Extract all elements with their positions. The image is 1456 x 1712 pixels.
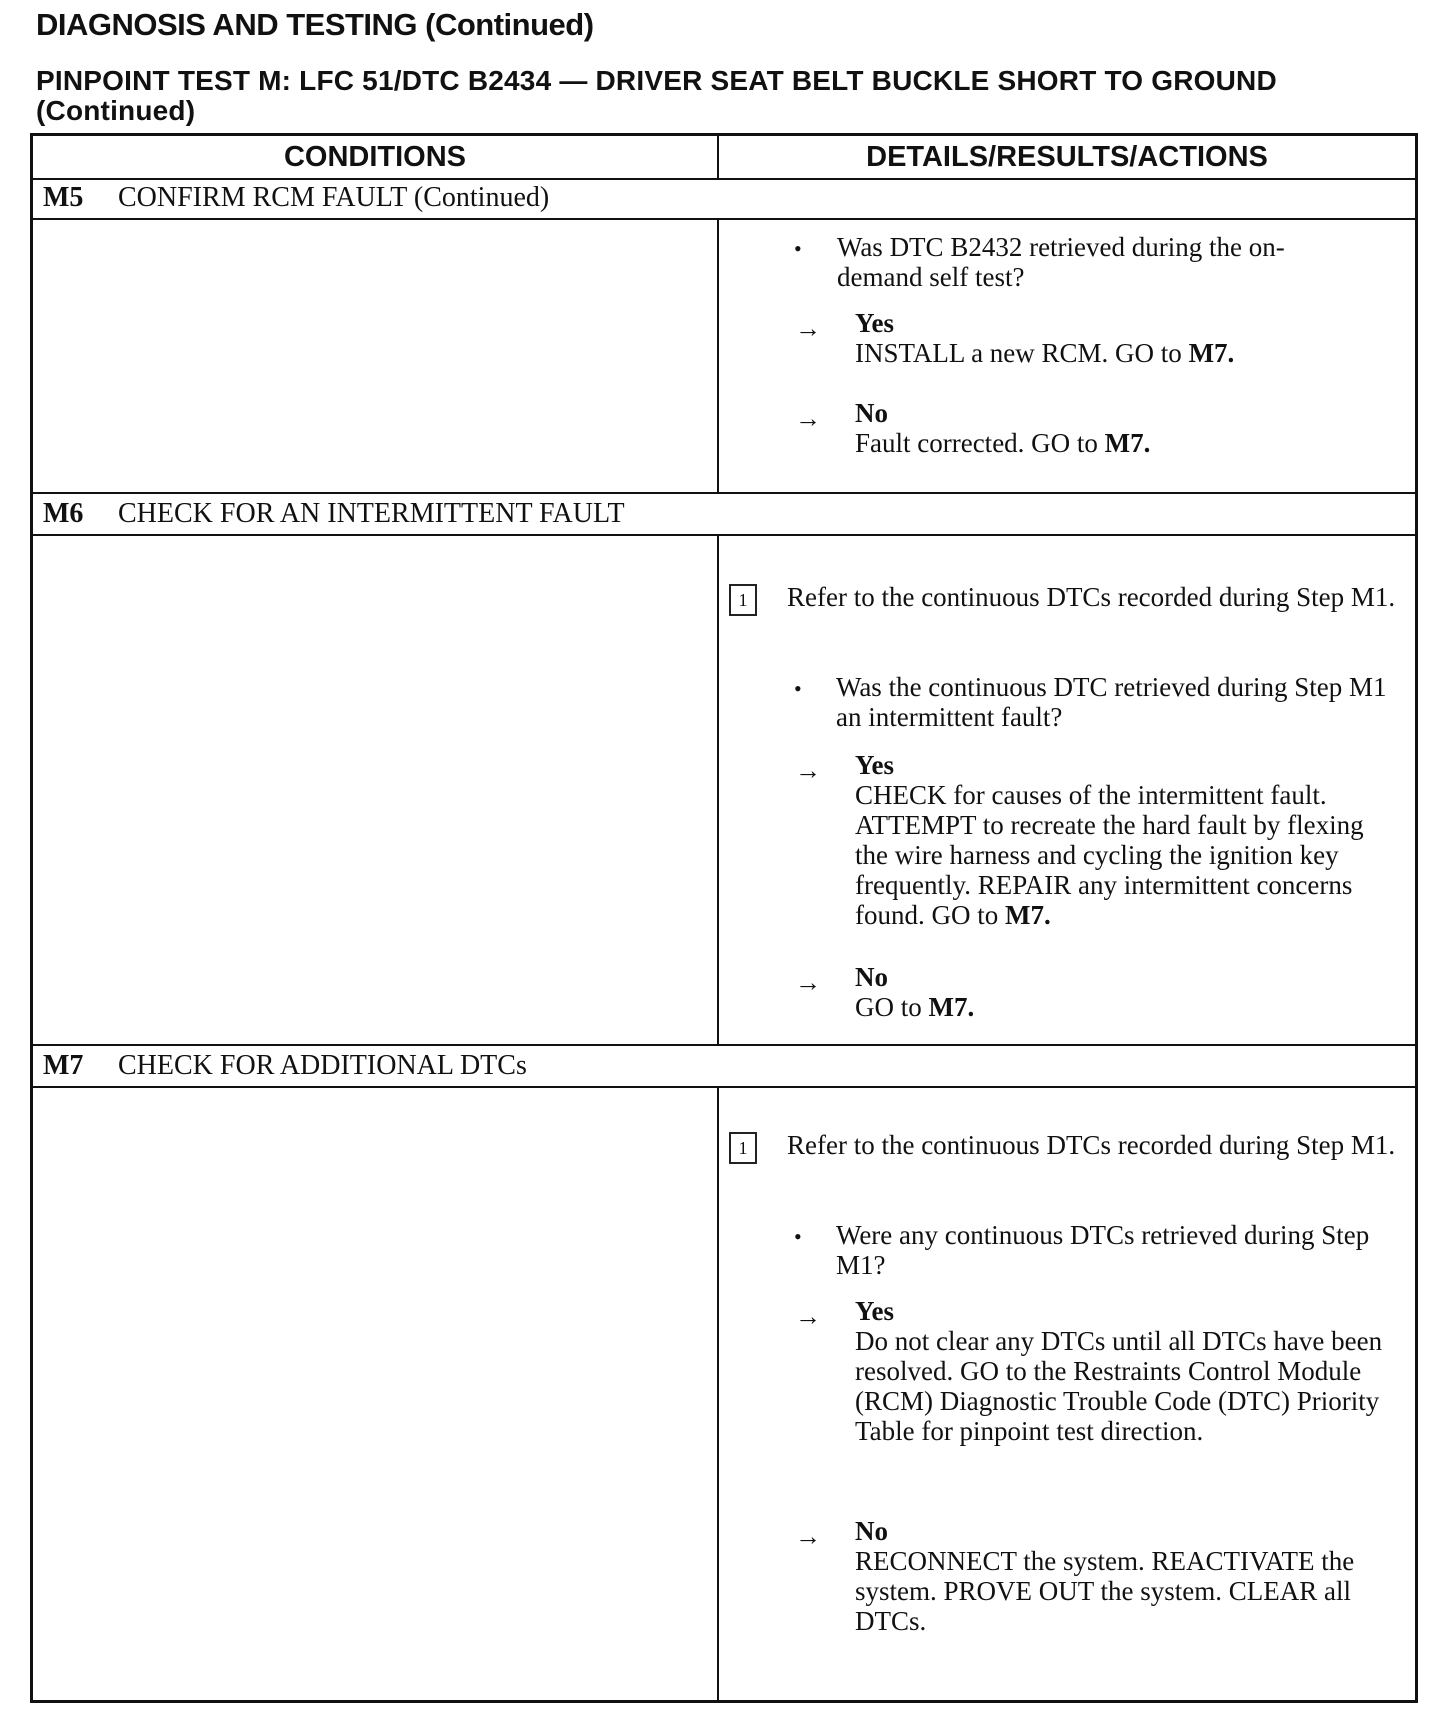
yes-text: Do not clear any DTCs until all DTCs have been resolved. GO to the Restraints Control Module (RCM) Diagnostic Trouble Code (DTC) Priority Table for pinpoint test direction. <box>855 1326 1383 1446</box>
m6-yes-option <box>855 750 1395 930</box>
m6-no-option <box>855 962 1395 1022</box>
step-title: CONFIRM RCM FAULT (Continued) <box>118 182 550 213</box>
step-number-box: 1 <box>729 1132 757 1164</box>
column-divider <box>717 534 719 1044</box>
goto-link: M7. <box>1104 428 1151 458</box>
m7-step-text: Refer to the continuous DTCs recorded during Step M1. <box>787 1130 1396 1160</box>
arrow-icon: → <box>795 756 821 785</box>
m7-question: Were any continuous DTCs retrieved during Step M1? <box>836 1220 1370 1280</box>
details-column-header: DETAILS/RESULTS/ACTIONS <box>866 141 1268 173</box>
m7-no-option <box>855 1516 1400 1636</box>
step-id: M6 <box>43 498 84 529</box>
step-id: M5 <box>43 182 84 213</box>
section-title: DIAGNOSIS AND TESTING (Continued) <box>36 7 594 42</box>
page-header <box>36 6 1436 126</box>
row-divider <box>33 218 1415 220</box>
m5-yes-option <box>855 308 1395 368</box>
arrow-icon: → <box>795 1302 821 1331</box>
no-text: Fault corrected. GO to <box>855 428 1098 458</box>
no-text: GO to <box>855 992 922 1022</box>
step-title: CHECK FOR ADDITIONAL DTCs <box>118 1050 527 1081</box>
column-divider <box>717 1086 719 1702</box>
no-text: RECONNECT the system. REACTIVATE the system. PROVE OUT the system. CLEAR all DTCs. <box>855 1546 1355 1636</box>
bullet-icon: • <box>794 676 802 701</box>
goto-link: M7. <box>1188 338 1235 368</box>
bullet-icon: • <box>794 236 802 261</box>
arrow-icon: → <box>795 1522 821 1551</box>
step-title: CHECK FOR AN INTERMITTENT FAULT <box>118 498 625 529</box>
arrow-icon: → <box>795 968 821 997</box>
yes-label: Yes <box>855 750 894 780</box>
yes-label: Yes <box>855 1296 894 1326</box>
step-id: M7 <box>43 1050 84 1081</box>
column-divider <box>717 218 719 492</box>
conditions-column-header: CONDITIONS <box>283 141 467 173</box>
no-label: No <box>855 398 888 428</box>
no-label: No <box>855 1516 888 1546</box>
yes-label: Yes <box>855 308 894 338</box>
m6-question: Was the continuous DTC retrieved during Step M1 an intermittent fault? <box>836 672 1387 732</box>
pinpoint-test-table <box>30 133 1418 1703</box>
goto-link: M7. <box>928 992 975 1022</box>
m5-question: Was DTC B2432 retrieved during the on-demand self test? <box>837 232 1285 292</box>
pinpoint-test-title: PINPOINT TEST M: LFC 51/DTC B2434 — DRIVER SEAT BELT BUCKLE SHORT TO GROUND (Continued) <box>36 65 1277 126</box>
m5-no-option <box>855 398 1395 458</box>
arrow-icon: → <box>795 404 821 433</box>
no-label: No <box>855 962 888 992</box>
step-row-m7 <box>33 1046 1415 1086</box>
row-divider <box>33 534 1415 536</box>
column-divider <box>717 136 719 178</box>
step-number-box: 1 <box>729 584 757 616</box>
m7-yes-option <box>855 1296 1400 1446</box>
goto-link: M7. <box>1005 900 1051 930</box>
step-row-m5 <box>33 178 1415 218</box>
bullet-icon: • <box>794 1224 802 1249</box>
row-divider <box>33 1086 1415 1088</box>
m6-step-text: Refer to the continuous DTCs recorded during Step M1. <box>787 582 1396 612</box>
step-row-m6 <box>33 494 1415 534</box>
yes-text: INSTALL a new RCM. GO to <box>855 338 1182 368</box>
column-header-row <box>33 136 1415 180</box>
yes-text: CHECK for causes of the intermittent fault. ATTEMPT to recreate the hard fault by flexing the wire harness and cycling the ignition key frequently. REPAIR any intermittent concerns found. GO to <box>855 780 1364 930</box>
arrow-icon: → <box>795 314 821 343</box>
